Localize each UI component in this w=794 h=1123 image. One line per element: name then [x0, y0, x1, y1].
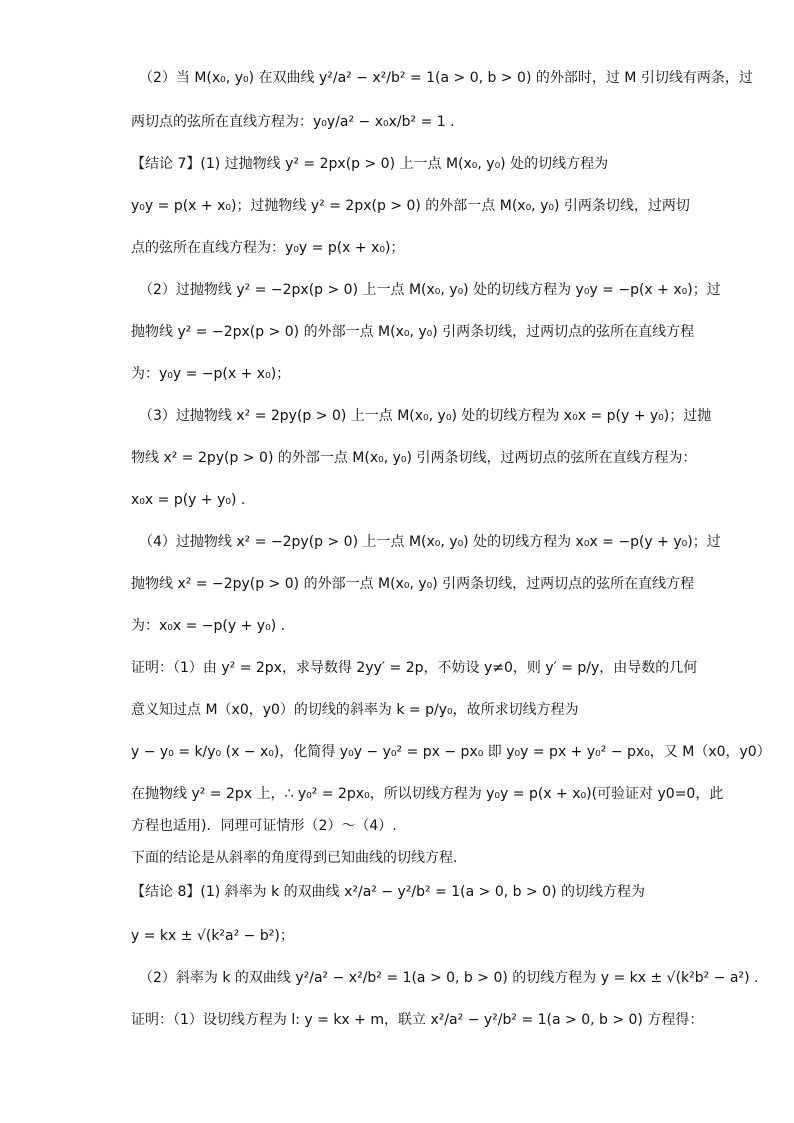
text-line: 点的弦所在直线方程为：y₀y = p(x + x₀)；	[131, 240, 405, 256]
text-line: 物线 x² = 2py(p > 0) 的外部一点 M(x₀, y₀) 引两条切线，过两切点的弦所在直线方程为：	[131, 450, 697, 466]
text-line: （2）当 M(x₀, y₀) 在双曲线 y²/a² − x²/b² = 1(a > 0, b > 0) 的外部时，过 M 引切线有两条，过	[139, 70, 753, 86]
text-line: 抛物线 y² = −2px(p > 0) 的外部一点 M(x₀, y₀) 引两条切线，过两切点的弦所在直线方程	[131, 324, 695, 340]
text-line: 意义知过点 M（x0，y0）的切线的斜率为 k = p/y₀，故所求切线方程为	[131, 702, 579, 718]
text-line: x₀x = p(y + y₀) .	[131, 492, 246, 508]
text-line: 【结论 7】(1) 过抛物线 y² = 2px(p > 0) 上一点 M(x₀, y₀) 处的切线方程为	[131, 156, 609, 172]
text-line: y₀y = p(x + x₀)；过抛物线 y² = 2px(p > 0) 的外部一点 M(x₀, y₀) 引两条切线，过两切	[131, 198, 690, 214]
text-line: 证明：（1）设切线方程为 l: y = kx + m，联立 x²/a² − y²/b² = 1(a > 0, b > 0) 方程得：	[131, 1012, 704, 1028]
text-line: （3）过抛物线 x² = 2py(p > 0) 上一点 M(x₀, y₀) 处的切线方程为 x₀x = p(y + y₀)；过抛	[139, 408, 712, 424]
text-line: 下面的结论是从斜率的角度得到已知曲线的切线方程．	[131, 850, 467, 866]
text-line: y − y₀ = k/y₀ (x − x₀)，化简得 y₀y − y₀² = px − px₀ 即 y₀y = px + y₀² − px₀，又 M（x0，y0）	[131, 744, 771, 760]
text-line: 证明：（1）由 y² = 2px，求导数得 2yy′ = 2p，不妨设 y≠0，则 y′ = p/y，由导数的几何	[131, 660, 698, 676]
text-line: （4）过抛物线 x² = −2py(p > 0) 上一点 M(x₀, y₀) 处的切线方程为 x₀x = −p(y + y₀)；过	[139, 534, 721, 550]
text-line: 抛物线 x² = −2py(p > 0) 的外部一点 M(x₀, y₀) 引两条切线，过两切点的弦所在直线方程	[131, 576, 695, 592]
text-line: 在抛物线 y² = 2px 上，∴ y₀² = 2px₀，所以切线方程为 y₀y = p(x + x₀)(可验证对 y0=0，此	[131, 786, 724, 802]
text-line: 方程也适用)．同理可证情形（2）～（4）.	[131, 818, 397, 834]
text-line: 为：x₀x = −p(y + y₀) .	[131, 618, 286, 634]
text-line: 两切点的弦所在直线方程为：y₀y/a² − x₀x/b² = 1 .	[131, 114, 455, 130]
text-line: 【结论 8】(1) 斜率为 k 的双曲线 x²/a² − y²/b² = 1(a > 0, b > 0) 的切线方程为	[131, 884, 645, 900]
text-line: （2）过抛物线 y² = −2px(p > 0) 上一点 M(x₀, y₀) 处的切线方程为 y₀y = −p(x + x₀)；过	[139, 282, 721, 298]
text-line: y = kx ± √(k²a² − b²)；	[131, 928, 294, 944]
text-line: 为：y₀y = −p(x + x₀)；	[131, 366, 291, 382]
text-line: （2）斜率为 k 的双曲线 y²/a² − x²/b² = 1(a > 0, b > 0) 的切线方程为 y = kx ± √(k²b² − a²) .	[139, 970, 759, 986]
